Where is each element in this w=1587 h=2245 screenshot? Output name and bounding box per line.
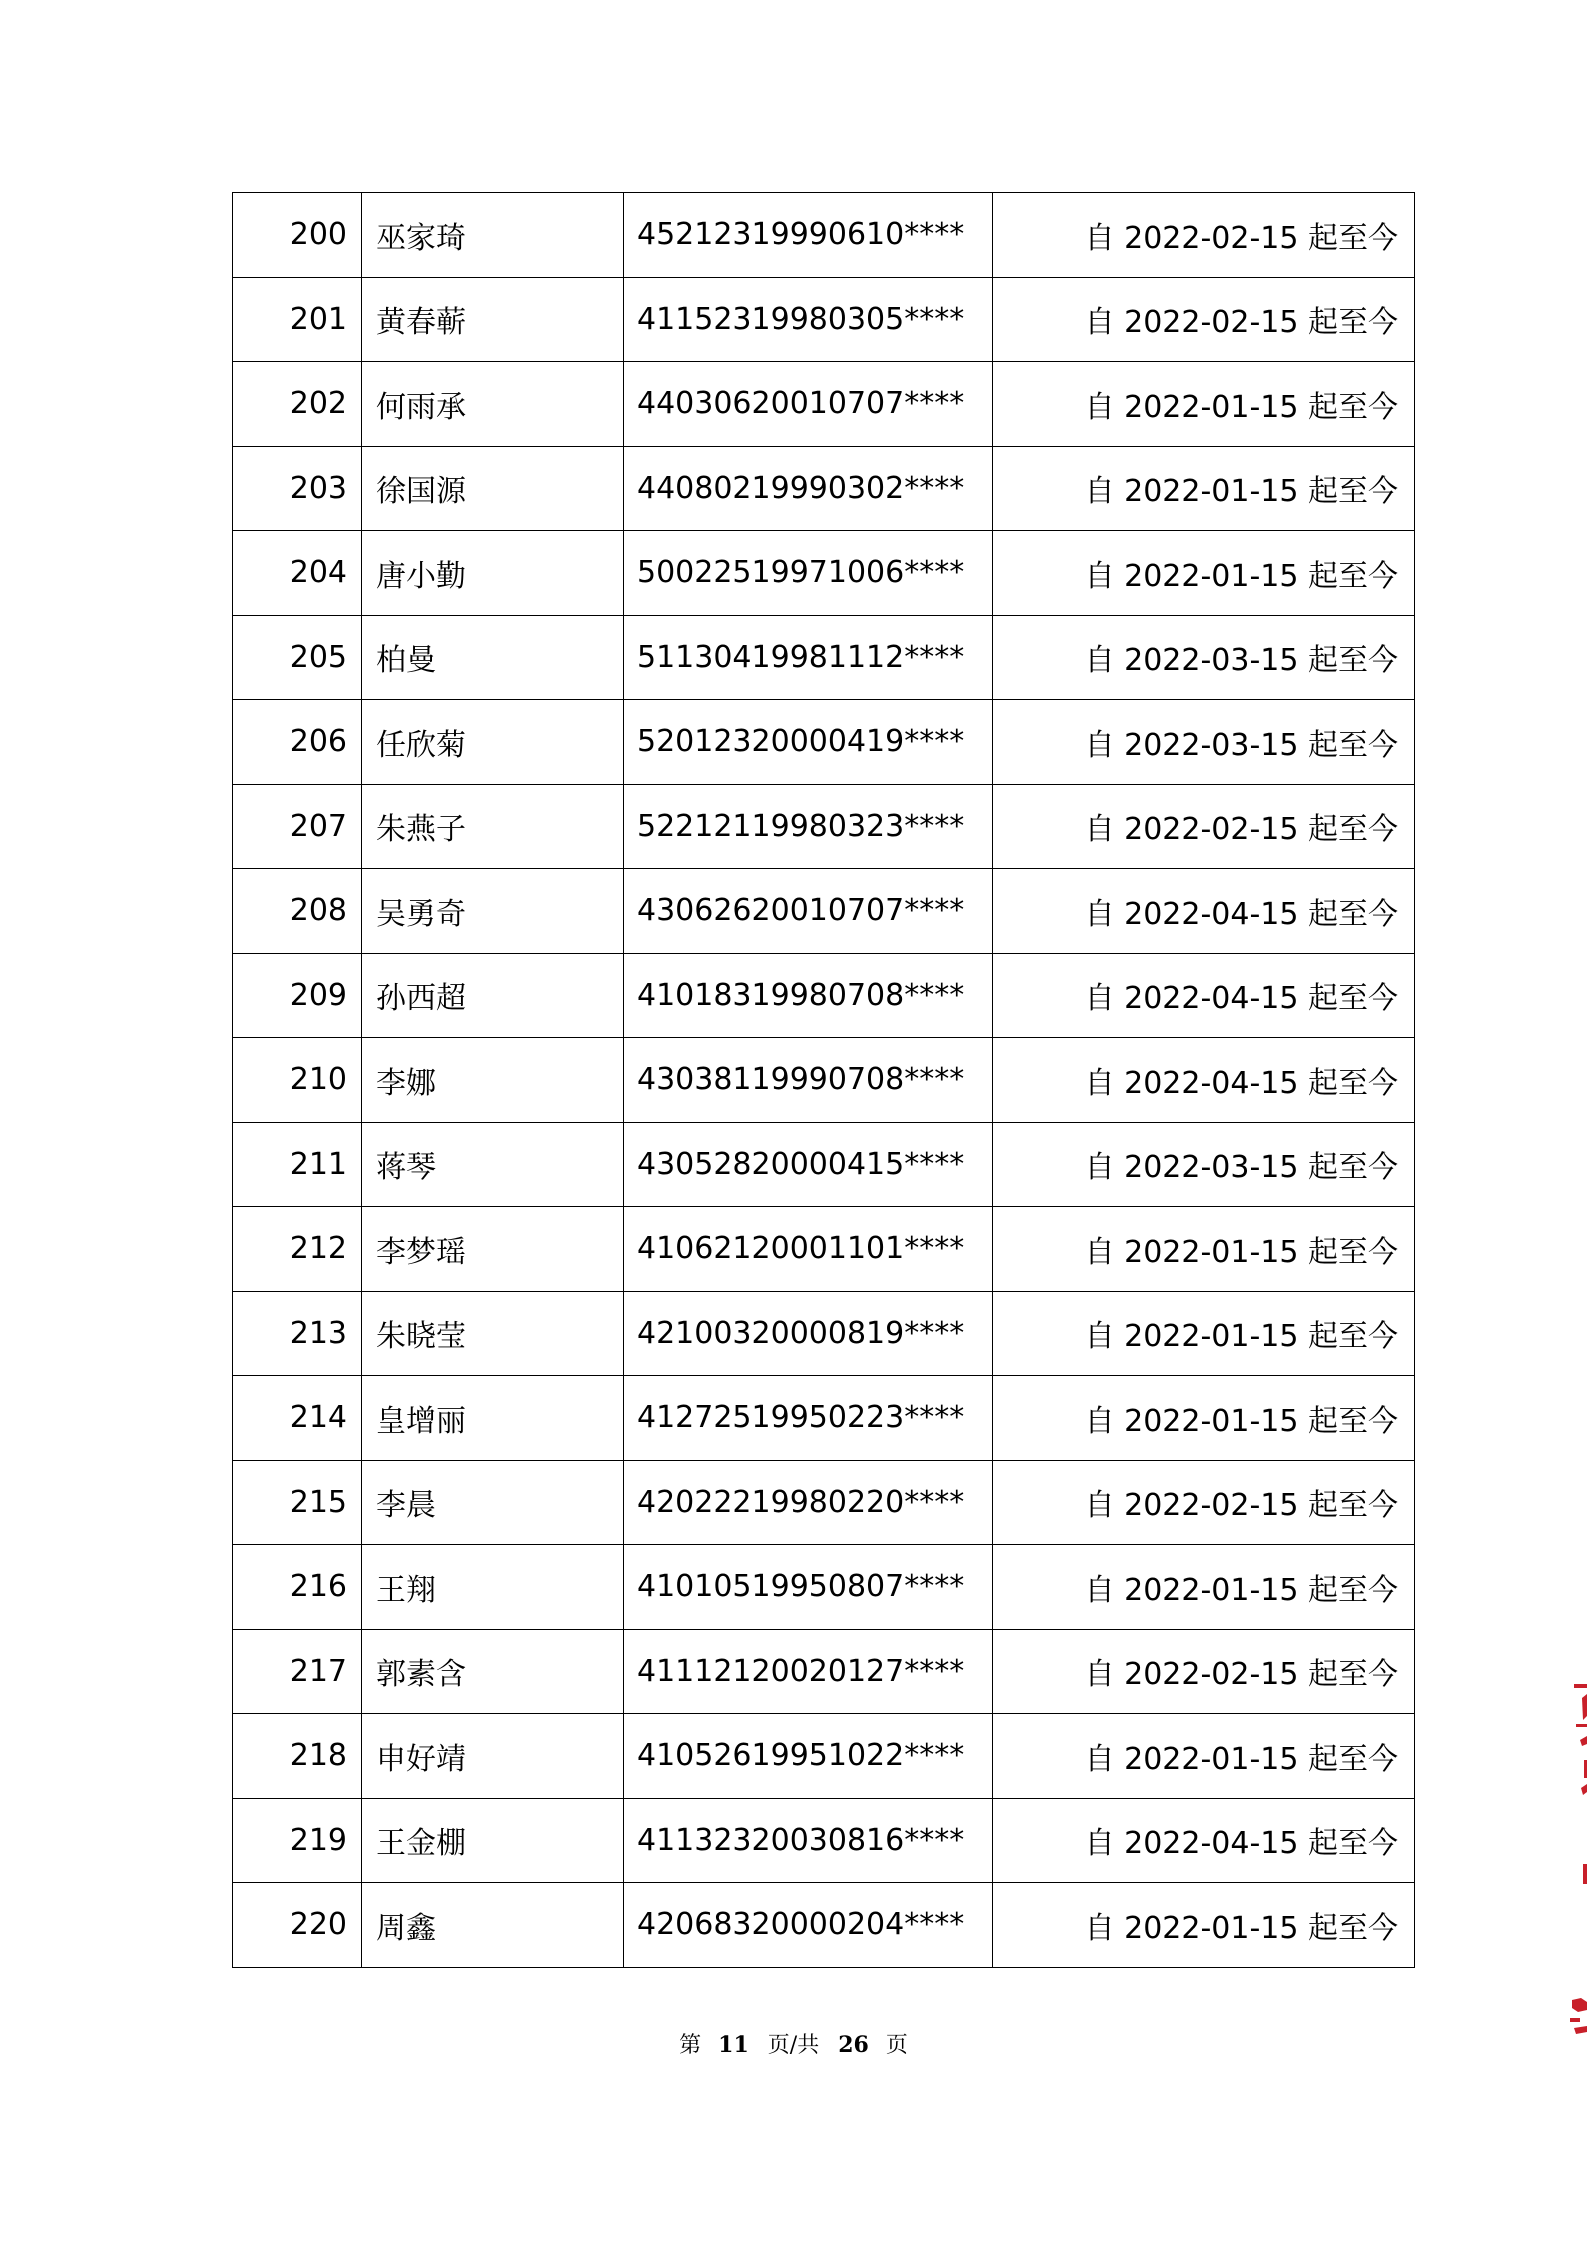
period-cell: 自 2022-04-15 起至今 bbox=[993, 953, 1415, 1038]
name-cell: 唐小勤 bbox=[362, 531, 624, 616]
table-row bbox=[233, 1629, 1415, 1714]
table-row bbox=[233, 1291, 1415, 1376]
period-cell: 自 2022-03-15 起至今 bbox=[993, 1122, 1415, 1207]
page-footer bbox=[0, 2028, 1587, 2059]
id-number-cell: 51130419981112**** bbox=[624, 615, 993, 700]
footer-suffix: 页 bbox=[885, 2033, 908, 2058]
name-cell: 李晨 bbox=[362, 1460, 624, 1545]
id-number-cell: 41112120020127**** bbox=[624, 1629, 993, 1714]
period-cell: 自 2022-01-15 起至今 bbox=[993, 1207, 1415, 1292]
row-number-cell: 202 bbox=[233, 362, 362, 447]
id-number-cell: 41018319980708**** bbox=[624, 953, 993, 1038]
table-row bbox=[233, 1376, 1415, 1461]
name-cell: 皇增丽 bbox=[362, 1376, 624, 1461]
period-cell: 自 2022-01-15 起至今 bbox=[993, 1291, 1415, 1376]
name-cell: 王翔 bbox=[362, 1545, 624, 1630]
period-cell: 自 2022-02-15 起至今 bbox=[993, 277, 1415, 362]
roster-table-body bbox=[233, 193, 1415, 1968]
row-number-cell: 217 bbox=[233, 1629, 362, 1714]
id-number-cell: 41062120001101**** bbox=[624, 1207, 993, 1292]
id-number-cell: 50022519971006**** bbox=[624, 531, 993, 616]
table-row bbox=[233, 1122, 1415, 1207]
id-number-cell: 41272519950223**** bbox=[624, 1376, 993, 1461]
name-cell: 朱晓莹 bbox=[362, 1291, 624, 1376]
id-number-cell: 45212319990610**** bbox=[624, 193, 993, 278]
table-row bbox=[233, 869, 1415, 954]
roster-table bbox=[232, 192, 1415, 1968]
current-page-number: 11 bbox=[718, 2032, 749, 2058]
period-cell: 自 2022-02-15 起至今 bbox=[993, 1629, 1415, 1714]
row-number-cell: 208 bbox=[233, 869, 362, 954]
row-number-cell: 209 bbox=[233, 953, 362, 1038]
id-number-cell: 41152319980305**** bbox=[624, 277, 993, 362]
id-number-cell: 41132320030816**** bbox=[624, 1798, 993, 1883]
table-row bbox=[233, 784, 1415, 869]
row-number-cell: 207 bbox=[233, 784, 362, 869]
period-cell: 自 2022-02-15 起至今 bbox=[993, 193, 1415, 278]
name-cell: 孙西超 bbox=[362, 953, 624, 1038]
table-row bbox=[233, 277, 1415, 362]
id-number-cell: 41052619951022**** bbox=[624, 1714, 993, 1799]
period-cell: 自 2022-01-15 起至今 bbox=[993, 1714, 1415, 1799]
name-cell: 李娜 bbox=[362, 1038, 624, 1123]
name-cell: 柏曼 bbox=[362, 615, 624, 700]
table-row bbox=[233, 446, 1415, 531]
table-row bbox=[233, 1798, 1415, 1883]
seal-fragment-graphic bbox=[1568, 1680, 1587, 2060]
row-number-cell: 215 bbox=[233, 1460, 362, 1545]
table-row bbox=[233, 362, 1415, 447]
id-number-cell: 43038119990708**** bbox=[624, 1038, 993, 1123]
period-cell: 自 2022-03-15 起至今 bbox=[993, 615, 1415, 700]
id-number-cell: 42068320000204**** bbox=[624, 1883, 993, 1968]
id-number-cell: 42022219980220**** bbox=[624, 1460, 993, 1545]
row-number-cell: 220 bbox=[233, 1883, 362, 1968]
name-cell: 巫家琦 bbox=[362, 193, 624, 278]
row-number-cell: 203 bbox=[233, 446, 362, 531]
name-cell: 徐国源 bbox=[362, 446, 624, 531]
row-number-cell: 211 bbox=[233, 1122, 362, 1207]
table-row bbox=[233, 1883, 1415, 1968]
period-cell: 自 2022-01-15 起至今 bbox=[993, 362, 1415, 447]
name-cell: 朱燕子 bbox=[362, 784, 624, 869]
id-number-cell: 41010519950807**** bbox=[624, 1545, 993, 1630]
row-number-cell: 212 bbox=[233, 1207, 362, 1292]
row-number-cell: 205 bbox=[233, 615, 362, 700]
table-row bbox=[233, 1545, 1415, 1630]
table-row bbox=[233, 615, 1415, 700]
footer-middle: 页/共 bbox=[767, 2033, 820, 2058]
id-number-cell: 44080219990302**** bbox=[624, 446, 993, 531]
name-cell: 郭素含 bbox=[362, 1629, 624, 1714]
table-row bbox=[233, 1038, 1415, 1123]
row-number-cell: 210 bbox=[233, 1038, 362, 1123]
name-cell: 黄春蕲 bbox=[362, 277, 624, 362]
period-cell: 自 2022-01-15 起至今 bbox=[993, 531, 1415, 616]
period-cell: 自 2022-03-15 起至今 bbox=[993, 700, 1415, 785]
name-cell: 周鑫 bbox=[362, 1883, 624, 1968]
id-number-cell: 43052820000415**** bbox=[624, 1122, 993, 1207]
row-number-cell: 201 bbox=[233, 277, 362, 362]
row-number-cell: 216 bbox=[233, 1545, 362, 1630]
id-number-cell: 52012320000419**** bbox=[624, 700, 993, 785]
name-cell: 吴勇奇 bbox=[362, 869, 624, 954]
table-row bbox=[233, 1207, 1415, 1292]
period-cell: 自 2022-04-15 起至今 bbox=[993, 1798, 1415, 1883]
name-cell: 任欣菊 bbox=[362, 700, 624, 785]
row-number-cell: 206 bbox=[233, 700, 362, 785]
name-cell: 申好靖 bbox=[362, 1714, 624, 1799]
period-cell: 自 2022-01-15 起至今 bbox=[993, 1376, 1415, 1461]
table-row bbox=[233, 953, 1415, 1038]
footer-prefix: 第 bbox=[679, 2033, 702, 2058]
row-number-cell: 219 bbox=[233, 1798, 362, 1883]
period-cell: 自 2022-04-15 起至今 bbox=[993, 1038, 1415, 1123]
table-row bbox=[233, 193, 1415, 278]
total-pages-number: 26 bbox=[838, 2032, 869, 2058]
name-cell: 王金棚 bbox=[362, 1798, 624, 1883]
period-cell: 自 2022-01-15 起至今 bbox=[993, 1883, 1415, 1968]
id-number-cell: 43062620010707**** bbox=[624, 869, 993, 954]
period-cell: 自 2022-02-15 起至今 bbox=[993, 784, 1415, 869]
row-number-cell: 218 bbox=[233, 1714, 362, 1799]
name-cell: 蒋琴 bbox=[362, 1122, 624, 1207]
id-number-cell: 44030620010707**** bbox=[624, 362, 993, 447]
period-cell: 自 2022-04-15 起至今 bbox=[993, 869, 1415, 954]
table-row bbox=[233, 1714, 1415, 1799]
row-number-cell: 213 bbox=[233, 1291, 362, 1376]
period-cell: 自 2022-01-15 起至今 bbox=[993, 446, 1415, 531]
name-cell: 何雨承 bbox=[362, 362, 624, 447]
table-row bbox=[233, 1460, 1415, 1545]
name-cell: 李梦瑶 bbox=[362, 1207, 624, 1292]
table-row bbox=[233, 700, 1415, 785]
table-row bbox=[233, 531, 1415, 616]
row-number-cell: 204 bbox=[233, 531, 362, 616]
period-cell: 自 2022-01-15 起至今 bbox=[993, 1545, 1415, 1630]
red-seal-stamp bbox=[1568, 1680, 1587, 2060]
row-number-cell: 200 bbox=[233, 193, 362, 278]
id-number-cell: 42100320000819**** bbox=[624, 1291, 993, 1376]
row-number-cell: 214 bbox=[233, 1376, 362, 1461]
id-number-cell: 52212119980323**** bbox=[624, 784, 993, 869]
period-cell: 自 2022-02-15 起至今 bbox=[993, 1460, 1415, 1545]
